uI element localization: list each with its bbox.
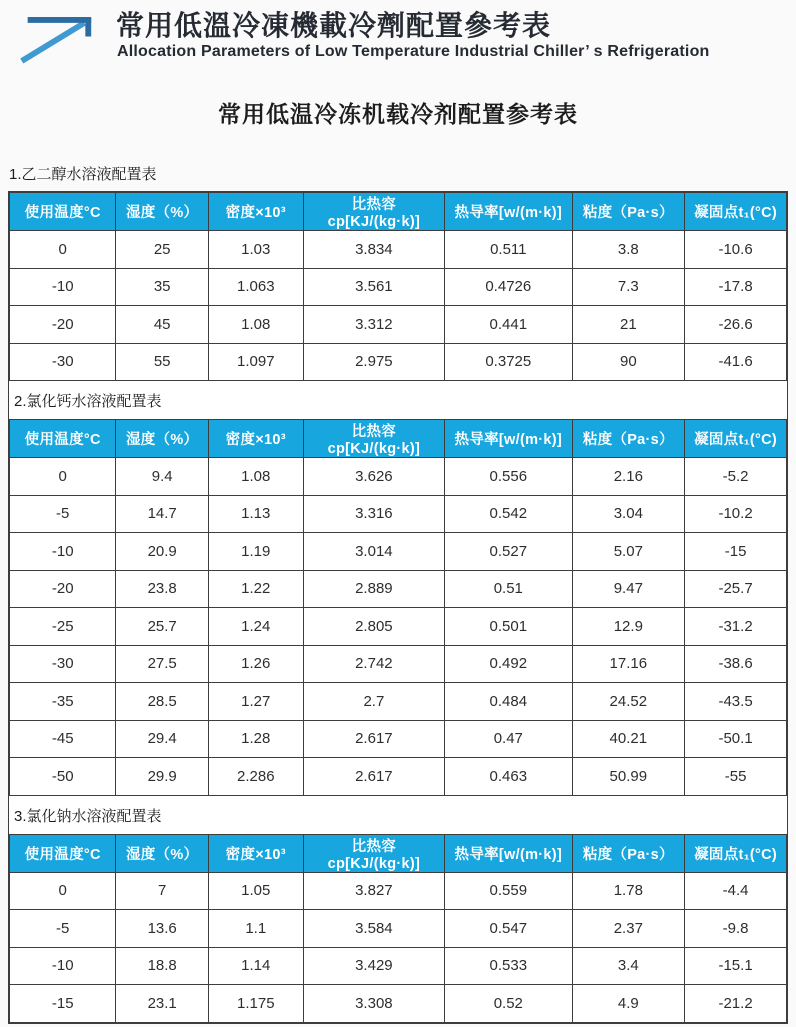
section-title: 3.氯化钠水溶液配置表: [9, 796, 787, 834]
arrow-up-right-icon: [12, 10, 100, 64]
table-cell: -4.4: [685, 872, 787, 910]
header-row: [10, 193, 787, 231]
table-cell: 25: [116, 231, 208, 269]
table-cell: 55: [116, 343, 208, 381]
table-cell: 3.626: [303, 458, 444, 496]
page-header: [0, 0, 796, 64]
column-header: 密度×10³: [208, 420, 303, 458]
table-cell: 3.312: [303, 306, 444, 344]
header-row: [10, 420, 787, 458]
table-cell: 1.13: [208, 495, 303, 533]
table-cell: -31.2: [685, 608, 787, 646]
table-row: [10, 343, 787, 381]
table-cell: 2.37: [572, 910, 685, 948]
column-header: 比热容cp[KJ/(kg·k)]: [303, 193, 444, 231]
table-cell: 3.8: [572, 231, 685, 269]
section-title: 2.氯化钙水溶液配置表: [9, 381, 787, 419]
table-cell: 0.547: [445, 910, 572, 948]
table-cell: -10.2: [685, 495, 787, 533]
table-cell: -25: [10, 608, 116, 646]
table-cell: 2.617: [303, 720, 444, 758]
table-cell: 1.22: [208, 570, 303, 608]
table-cell: -10: [10, 533, 116, 571]
table-row: [10, 608, 787, 646]
table-cell: 0.511: [445, 231, 572, 269]
table-cell: 1.28: [208, 720, 303, 758]
table-cell: 1.19: [208, 533, 303, 571]
table-cell: 0.484: [445, 683, 572, 721]
section-title: 1.乙二醇水溶液配置表: [9, 166, 157, 183]
table-cell: 14.7: [116, 495, 208, 533]
table-cell: 24.52: [572, 683, 685, 721]
table-cell: 3.308: [303, 985, 444, 1023]
table-cell: -15: [10, 985, 116, 1023]
table-cell: 2.7: [303, 683, 444, 721]
table-cell: 0.556: [445, 458, 572, 496]
column-header: 使用温度°C: [10, 193, 116, 231]
table-row: [10, 985, 787, 1023]
table-cell: 50.99: [572, 758, 685, 796]
table-cell: 0.559: [445, 872, 572, 910]
table-cell: 23.1: [116, 985, 208, 1023]
table-row: [10, 947, 787, 985]
column-header: 粘度（Pa·s）: [572, 834, 685, 872]
column-header: 热导率[w/(m·k)]: [445, 420, 572, 458]
table-cell: 7.3: [572, 268, 685, 306]
table-cell: 1.08: [208, 306, 303, 344]
table-cell: 3.4: [572, 947, 685, 985]
table-cell: 3.827: [303, 872, 444, 910]
column-header: 凝固点t₁(°C): [685, 834, 787, 872]
table-cell: 1.26: [208, 645, 303, 683]
table-cell: -55: [685, 758, 787, 796]
table-cell: 3.561: [303, 268, 444, 306]
table-cell: 0.501: [445, 608, 572, 646]
table-row: [10, 570, 787, 608]
column-header: 凝固点t₁(°C): [685, 420, 787, 458]
table-cell: 7: [116, 872, 208, 910]
data-table: [9, 834, 787, 1023]
table-cell: -15: [685, 533, 787, 571]
table-cell: -35: [10, 683, 116, 721]
brand-text: [116, 10, 710, 61]
tables-container: [8, 191, 788, 1024]
table-cell: 1.1: [208, 910, 303, 948]
table-cell: -50.1: [685, 720, 787, 758]
table-cell: 17.16: [572, 645, 685, 683]
column-header: 比热容cp[KJ/(kg·k)]: [303, 420, 444, 458]
main-title: 常用低温冷冻机载冷剂配置参考表: [218, 101, 578, 127]
table-row: [10, 758, 787, 796]
table-cell: 3.316: [303, 495, 444, 533]
table-cell: -20: [10, 306, 116, 344]
table-cell: 0.527: [445, 533, 572, 571]
table-row: [10, 645, 787, 683]
table-cell: -17.8: [685, 268, 787, 306]
column-header: 粘度（Pa·s）: [572, 193, 685, 231]
table-cell: 29.9: [116, 758, 208, 796]
data-table: [9, 192, 787, 381]
table-cell: 1.063: [208, 268, 303, 306]
table-cell: 0.3725: [445, 343, 572, 381]
table-cell: 35: [116, 268, 208, 306]
table-cell: 0.51: [445, 570, 572, 608]
table-cell: 2.805: [303, 608, 444, 646]
column-header: 湿度（%）: [116, 834, 208, 872]
table-cell: -45: [10, 720, 116, 758]
table-cell: -5: [10, 910, 116, 948]
table-cell: 23.8: [116, 570, 208, 608]
table-cell: 2.889: [303, 570, 444, 608]
table-cell: 20.9: [116, 533, 208, 571]
table-cell: 1.14: [208, 947, 303, 985]
table-cell: 3.429: [303, 947, 444, 985]
table-cell: 18.8: [116, 947, 208, 985]
table-cell: 2.742: [303, 645, 444, 683]
table-cell: -5.2: [685, 458, 787, 496]
column-header: 密度×10³: [208, 193, 303, 231]
table-cell: 0.533: [445, 947, 572, 985]
table-cell: -5: [10, 495, 116, 533]
table-cell: 0.4726: [445, 268, 572, 306]
table-cell: 0.492: [445, 645, 572, 683]
table-cell: -38.6: [685, 645, 787, 683]
table-cell: 0.463: [445, 758, 572, 796]
table-cell: -15.1: [685, 947, 787, 985]
column-header: 热导率[w/(m·k)]: [445, 834, 572, 872]
table-cell: 28.5: [116, 683, 208, 721]
table-cell: 29.4: [116, 720, 208, 758]
column-header: 湿度（%）: [116, 193, 208, 231]
column-header: 凝固点t₁(°C): [685, 193, 787, 231]
table-cell: -30: [10, 343, 116, 381]
table-cell: 2.16: [572, 458, 685, 496]
first-section-title-slot: [0, 157, 796, 191]
table-row: [10, 458, 787, 496]
brand-subtitle: Allocation Parameters of Low Temperature Industrial Chiller’ s Refrigeration: [117, 43, 710, 60]
table-cell: 27.5: [116, 645, 208, 683]
brand-title: 常用低溫冷凍機載冷劑配置參考表: [116, 10, 552, 41]
table-cell: -26.6: [685, 306, 787, 344]
table-row: [10, 533, 787, 571]
table-cell: -10: [10, 947, 116, 985]
data-table: [9, 419, 787, 796]
table-cell: 25.7: [116, 608, 208, 646]
table-row: [10, 683, 787, 721]
column-header: 粘度（Pa·s）: [572, 420, 685, 458]
table-row: [10, 268, 787, 306]
table-cell: 5.07: [572, 533, 685, 571]
table-cell: 2.617: [303, 758, 444, 796]
column-header: 湿度（%）: [116, 420, 208, 458]
table-cell: 2.975: [303, 343, 444, 381]
table-cell: 9.4: [116, 458, 208, 496]
table-cell: -21.2: [685, 985, 787, 1023]
table-cell: 3.04: [572, 495, 685, 533]
table-cell: -9.8: [685, 910, 787, 948]
table-cell: 0: [10, 872, 116, 910]
table-cell: 1.78: [572, 872, 685, 910]
table-cell: 1.08: [208, 458, 303, 496]
table-row: [10, 720, 787, 758]
table-cell: 12.9: [572, 608, 685, 646]
column-header: 密度×10³: [208, 834, 303, 872]
table-cell: 13.6: [116, 910, 208, 948]
column-header: 热导率[w/(m·k)]: [445, 193, 572, 231]
table-row: [10, 231, 787, 269]
table-cell: -43.5: [685, 683, 787, 721]
table-cell: 45: [116, 306, 208, 344]
table-cell: 1.24: [208, 608, 303, 646]
table-row: [10, 910, 787, 948]
table-cell: 1.097: [208, 343, 303, 381]
column-header: 使用温度°C: [10, 834, 116, 872]
table-row: [10, 872, 787, 910]
table-cell: 3.584: [303, 910, 444, 948]
table-cell: 1.27: [208, 683, 303, 721]
table-cell: 3.014: [303, 533, 444, 571]
table-cell: 0.441: [445, 306, 572, 344]
table-cell: -10: [10, 268, 116, 306]
table-cell: 3.834: [303, 231, 444, 269]
table-cell: -25.7: [685, 570, 787, 608]
table-cell: 0.52: [445, 985, 572, 1023]
table-cell: 1.175: [208, 985, 303, 1023]
table-cell: 40.21: [572, 720, 685, 758]
table-cell: 9.47: [572, 570, 685, 608]
table-cell: 2.286: [208, 758, 303, 796]
table-cell: 0.542: [445, 495, 572, 533]
table-cell: -41.6: [685, 343, 787, 381]
table-cell: 21: [572, 306, 685, 344]
column-header: 使用温度°C: [10, 420, 116, 458]
table-cell: 0.47: [445, 720, 572, 758]
table-row: [10, 495, 787, 533]
table-cell: -50: [10, 758, 116, 796]
header-row: [10, 834, 787, 872]
table-cell: 1.05: [208, 872, 303, 910]
table-cell: -10.6: [685, 231, 787, 269]
table-row: [10, 306, 787, 344]
table-cell: 90: [572, 343, 685, 381]
table-cell: 4.9: [572, 985, 685, 1023]
table-cell: 0: [10, 231, 116, 269]
table-cell: 0: [10, 458, 116, 496]
table-cell: 1.03: [208, 231, 303, 269]
table-cell: -30: [10, 645, 116, 683]
column-header: 比热容cp[KJ/(kg·k)]: [303, 834, 444, 872]
table-cell: -20: [10, 570, 116, 608]
